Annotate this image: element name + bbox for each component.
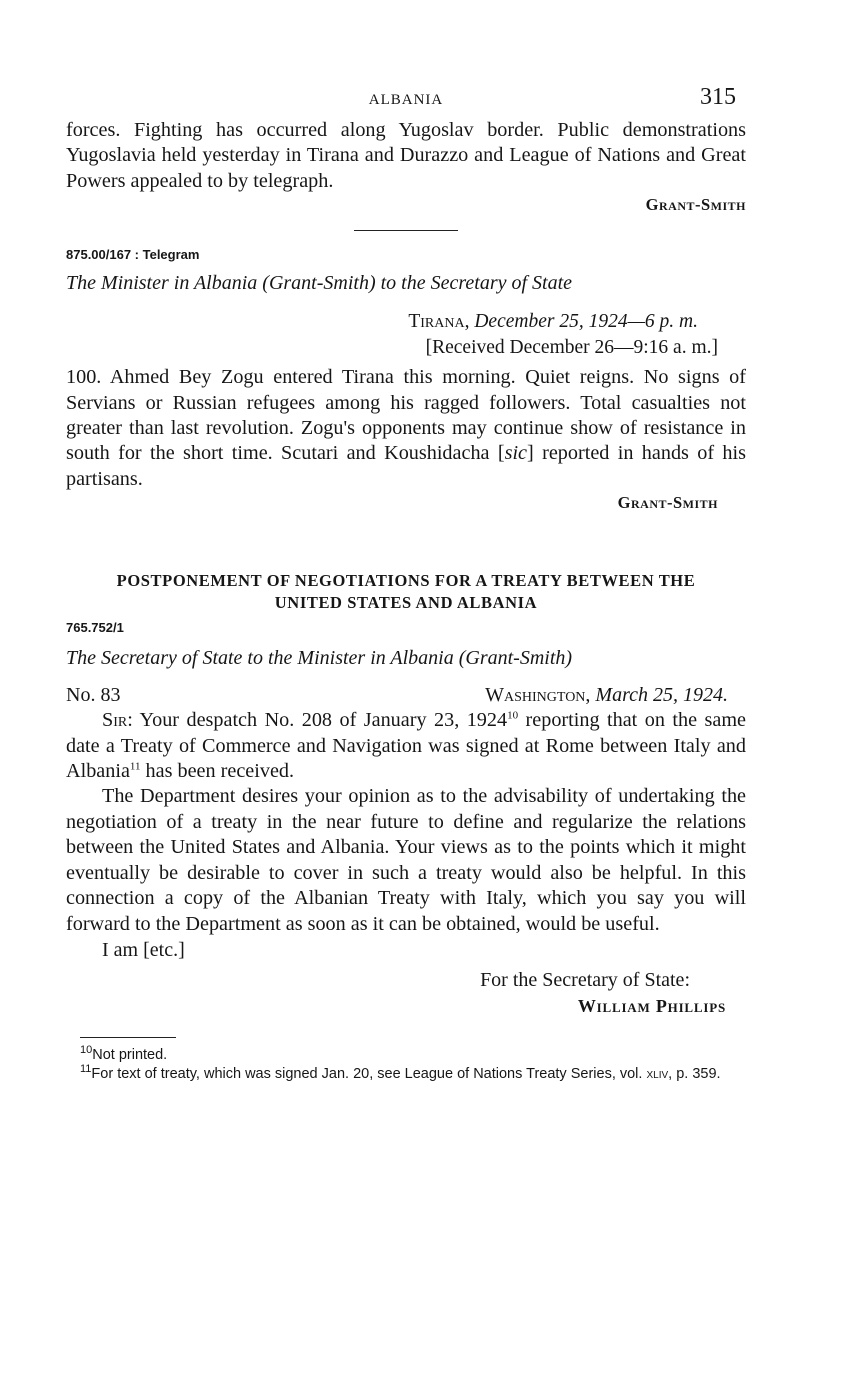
section-file-number: 765.752/1 [66,620,124,636]
footnotes [66,1046,746,1084]
page-number: 315 [700,84,736,110]
continuation-paragraph: forces. Fighting has occurred along Yugoslav border. Public demonstrations Yugoslavia held yesterday in Tirana and Durazzo and League of Nations and Great Powers appealed to by telegraph. [66,119,746,192]
footnote-11 [66,1065,746,1084]
continuation-signature: Grant-Smith [645,195,746,215]
salutation: Sir [102,709,128,732]
telegram-date: December 25, 1924—6 p. m. [474,311,698,333]
sic-marker: sic [504,442,528,465]
section-title-line-1: POSTPONEMENT OF NEGOTIATIONS FOR A TREATY BETWEEN THE [116,571,696,591]
telegram-heading: The Minister in Albania (Grant-Smith) to the Secretary of State [66,272,573,295]
footnote-10 [66,1046,746,1065]
letter-paragraph-2: The Department desires your opinion as to the advisability of undertaking the negotiation of a treaty in the near future to define and regularize the relations between the United States and Albania. Your views as to the points which it might eventually be desirable to cover in such a treaty would also be helpful. In this connection a copy of the Albanian Treaty with Italy, which you say you will forward to the Department as soon as it can be obtained, would be useful. [66,785,746,935]
signer-name: William Phillips [577,995,726,1016]
footnote-mark: 11 [80,1063,92,1076]
footnote-ref-10: 10 [507,709,519,722]
section-title [66,570,746,614]
letter-paragraph-1 [66,708,746,784]
para1-a: : Your despatch No. 208 of January 23, 1924 [127,709,508,732]
letter-closing: I am [etc.] [102,938,185,961]
despatch-number: No. 83 [66,684,121,707]
running-head: ALBANIA [368,92,444,108]
footnote-text: Not printed. [92,1046,168,1063]
footnote-ref-11: 11 [129,760,141,773]
telegram-file-number: 875.00/167 : Telegram [66,247,200,263]
section-title-line-2: UNITED STATES AND ALBANIA [274,593,538,613]
telegram-text-end: ] reported in hands of his partisans. [66,442,746,490]
telegram-received: [Received December 26—9:16 a. m.] [425,337,718,359]
telegram-place: Tirana, [408,311,470,333]
telegram-dateline [66,309,746,335]
para1-b: reporting that on the same date a Treaty of Commerce and Navigation was signed at Rome between Italy and Albania [66,709,746,783]
letter-place-date [485,682,746,708]
footnote-volume: xliv [646,1065,669,1082]
letter-date: March 25, 1924. [595,684,728,707]
letter-heading: The Secretary of State to the Minister in Albania (Grant-Smith) [66,647,573,670]
para1-c: has been received. [140,760,295,783]
telegram-number: 100. [66,366,102,389]
document-page [66,84,746,1084]
telegram-signature: Grant-Smith [617,493,718,513]
letter-place: Washington, [485,684,591,707]
footnote-text: For text of treaty, which was signed Jan. 20, see League of Nations Treaty Series, vol. [91,1065,647,1082]
page-header [66,84,746,118]
footnote-mark: 10 [80,1044,93,1057]
telegram-text: Ahmed Bey Zogu entered Tirana this morning. Quiet reigns. No signs of Servians or Russian refugees among his ragged followers. Total casualties not greater than last revolution. Zogu's opponents may continue show of resistance in south for the short time. Scutari and Koushidacha [ [66,366,746,465]
telegram-body [66,365,746,492]
letter-dateline [66,682,746,708]
for-secretary-line: For the Secretary of State: [480,968,690,991]
footnote-text-end: , p. 359. [668,1065,721,1082]
